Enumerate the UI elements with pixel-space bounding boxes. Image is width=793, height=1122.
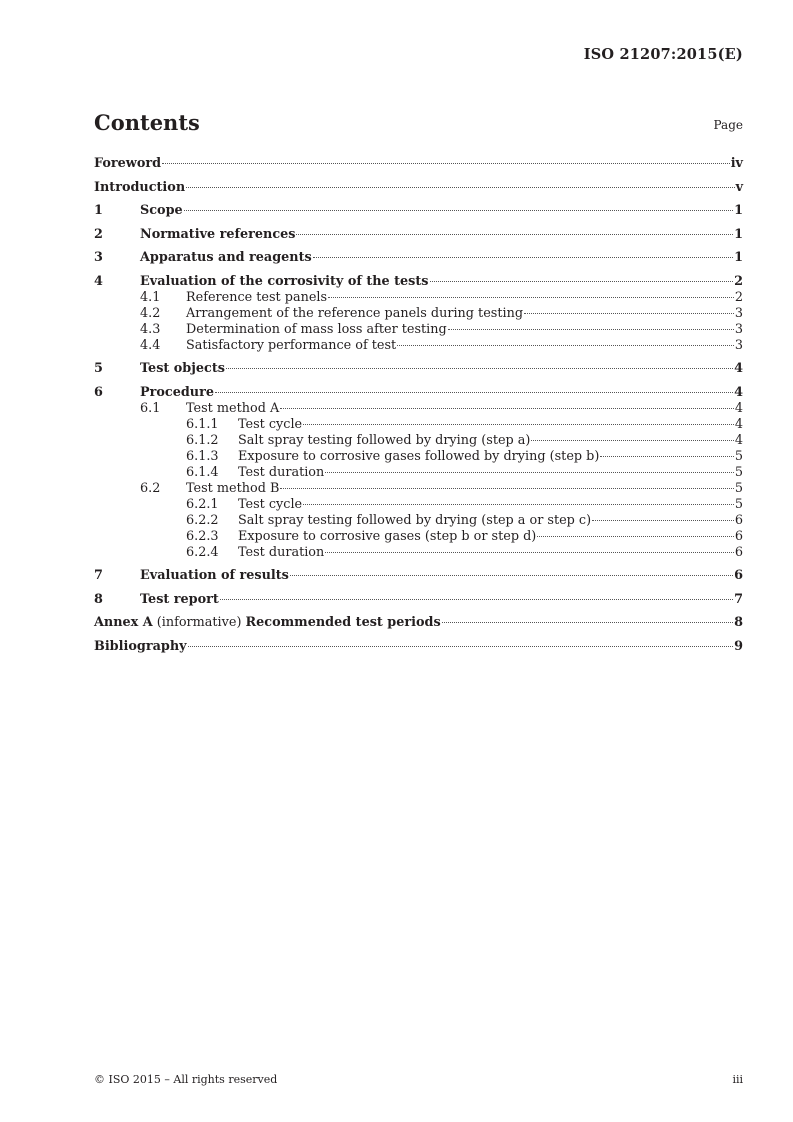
toc-entry-title: Exposure to corrosive gases (step b or step d) xyxy=(238,528,537,544)
toc-entry-number: 1 xyxy=(94,203,103,218)
toc-entry-page: 8 xyxy=(734,615,743,630)
dot-leader xyxy=(448,329,734,330)
toc-entry[interactable] xyxy=(94,545,743,561)
toc-entry[interactable] xyxy=(94,639,743,655)
toc-entry-number: 6.2.4 xyxy=(186,544,219,560)
toc-entry[interactable] xyxy=(94,250,743,266)
toc-entry[interactable] xyxy=(94,322,743,338)
annex-type: (informative) xyxy=(152,615,246,630)
dot-leader xyxy=(296,234,733,235)
toc-entry-title: Reference test panels xyxy=(186,289,328,305)
dot-leader xyxy=(162,163,730,164)
toc-entry-title: Foreword xyxy=(94,156,162,171)
dot-leader xyxy=(325,472,734,473)
toc-entry-title: Test duration xyxy=(238,544,325,560)
toc-entry[interactable] xyxy=(94,274,743,290)
toc-entry-title: Test cycle xyxy=(238,496,303,512)
annex-title: Recommended test periods xyxy=(245,615,441,630)
toc-entry-page: 1 xyxy=(734,226,743,242)
toc-entry-title xyxy=(94,615,441,631)
toc-entry-number: 6.1.3 xyxy=(186,448,219,464)
page-number: iii xyxy=(732,1073,743,1086)
toc-entry[interactable] xyxy=(94,338,743,354)
dot-leader xyxy=(280,488,733,489)
toc-entry-title: Test report xyxy=(140,591,219,607)
toc-entry-page: 2 xyxy=(734,289,743,305)
dot-leader xyxy=(442,622,733,623)
toc-entry-page: 6 xyxy=(734,528,743,544)
toc-entry-title: Test method A xyxy=(186,400,280,416)
toc-entry-number: 4.4 xyxy=(140,337,161,353)
toc-entry[interactable] xyxy=(94,401,743,417)
toc-entry[interactable] xyxy=(94,290,743,306)
dot-leader xyxy=(524,313,734,314)
toc-entry[interactable] xyxy=(94,361,743,377)
dot-leader xyxy=(290,575,733,576)
toc-entry[interactable] xyxy=(94,417,743,433)
toc-entry[interactable] xyxy=(94,180,743,196)
toc-entry-page: 4 xyxy=(734,384,743,400)
toc-entry-page: 2 xyxy=(734,273,743,289)
toc-entry-page: 5 xyxy=(734,464,743,480)
toc-entry[interactable] xyxy=(94,481,743,497)
toc-entry-page: 7 xyxy=(734,591,743,607)
toc-entry-number: 6.2.3 xyxy=(186,528,219,544)
toc-entry-number: 4.3 xyxy=(140,321,161,337)
dot-leader xyxy=(303,424,734,425)
toc-entry[interactable] xyxy=(94,465,743,481)
toc-entry-number: 8 xyxy=(94,591,103,607)
dot-leader xyxy=(537,536,734,537)
toc-entry[interactable] xyxy=(94,529,743,545)
dot-leader xyxy=(430,281,734,282)
toc-entry-page: 4 xyxy=(734,400,743,416)
toc-entry-title: Evaluation of the corrosivity of the tests xyxy=(140,273,429,289)
toc-entry[interactable] xyxy=(94,156,743,172)
toc-entry[interactable] xyxy=(94,385,743,401)
dot-leader xyxy=(188,646,734,647)
dot-leader xyxy=(397,345,734,346)
toc-entry-title: Test cycle xyxy=(238,416,303,432)
dot-leader xyxy=(600,456,734,457)
toc-entry-page: 1 xyxy=(734,250,743,265)
toc-entry-page: 4 xyxy=(734,361,743,376)
toc-entry[interactable] xyxy=(94,497,743,513)
toc-entry-page: 5 xyxy=(734,496,743,512)
toc-entry-number: 4.1 xyxy=(140,289,161,305)
toc-entry-page: 5 xyxy=(734,480,743,496)
table-of-contents xyxy=(94,156,743,655)
dot-leader xyxy=(303,504,734,505)
toc-entry-page: 3 xyxy=(734,305,743,321)
toc-entry-page: 5 xyxy=(734,448,743,464)
toc-entry-page: v xyxy=(735,179,743,195)
dot-leader xyxy=(215,392,733,393)
toc-entry-title: Apparatus and reagents xyxy=(140,250,312,265)
toc-entry-page: iv xyxy=(730,156,743,171)
document-id: ISO 21207:2015(E) xyxy=(583,46,743,63)
toc-entry-number: 2 xyxy=(94,226,103,242)
toc-entry-title: Salt spray testing followed by drying (step a or step c) xyxy=(238,512,592,528)
toc-entry-page: 9 xyxy=(734,638,743,654)
toc-entry-title: Arrangement of the reference panels during testing xyxy=(186,305,524,321)
toc-entry[interactable] xyxy=(94,568,743,584)
toc-entry[interactable] xyxy=(94,433,743,449)
toc-entry-page: 6 xyxy=(734,544,743,560)
toc-entry[interactable] xyxy=(94,306,743,322)
toc-entry[interactable] xyxy=(94,449,743,465)
toc-entry-page: 4 xyxy=(734,416,743,432)
toc-entry-title: Exposure to corrosive gases followed by drying (step b) xyxy=(238,448,600,464)
toc-entry-number: 5 xyxy=(94,361,103,376)
toc-entry-page: 6 xyxy=(734,568,743,583)
toc-entry-page: 1 xyxy=(734,203,743,218)
dot-leader xyxy=(325,552,734,553)
page-title: Contents xyxy=(94,110,200,135)
dot-leader xyxy=(592,520,734,521)
toc-entry-number: 6.1.4 xyxy=(186,464,219,480)
toc-entry-page: 6 xyxy=(734,512,743,528)
dot-leader xyxy=(226,368,733,369)
toc-entry-number: 6.2.1 xyxy=(186,496,219,512)
toc-entry-title: Determination of mass loss after testing xyxy=(186,321,447,337)
toc-entry-title: Salt spray testing followed by drying (step a) xyxy=(238,432,531,448)
dot-leader xyxy=(280,408,734,409)
toc-entry-title: Procedure xyxy=(140,384,214,400)
toc-entry-title: Bibliography xyxy=(94,638,187,654)
page-column-label: Page xyxy=(713,118,743,132)
toc-entry-number: 6.2.2 xyxy=(186,512,219,528)
annex-label: Annex A xyxy=(94,615,153,630)
dot-leader xyxy=(220,599,733,600)
toc-entry-number: 7 xyxy=(94,568,103,583)
toc-entry-page: 3 xyxy=(734,321,743,337)
toc-entry-number: 4.2 xyxy=(140,305,161,321)
toc-entry-title: Introduction xyxy=(94,179,186,195)
toc-entry-number: 6.1.2 xyxy=(186,432,219,448)
toc-entry-number: 6.1 xyxy=(140,400,161,416)
dot-leader xyxy=(328,297,734,298)
toc-entry-page: 3 xyxy=(734,337,743,353)
dot-leader xyxy=(313,257,733,258)
toc-entry-page: 4 xyxy=(734,432,743,448)
toc-entry[interactable] xyxy=(94,513,743,529)
copyright-notice: © ISO 2015 – All rights reserved xyxy=(94,1073,278,1086)
toc-entry-title: Evaluation of results xyxy=(140,568,289,583)
toc-entry-number: 3 xyxy=(94,250,103,265)
toc-entry-title: Test method B xyxy=(186,480,280,496)
toc-entry-title: Normative references xyxy=(140,226,296,242)
toc-entry-number: 6 xyxy=(94,384,103,400)
toc-entry[interactable] xyxy=(94,615,743,631)
dot-leader xyxy=(531,440,733,441)
dot-leader xyxy=(184,210,733,211)
toc-entry-number: 4 xyxy=(94,273,103,289)
toc-entry-title: Test objects xyxy=(140,361,225,376)
toc-entry[interactable] xyxy=(94,227,743,243)
toc-entry-title: Test duration xyxy=(238,464,325,480)
dot-leader xyxy=(186,187,734,188)
toc-entry-title: Scope xyxy=(140,203,183,218)
toc-entry-title: Satisfactory performance of test xyxy=(186,337,397,353)
toc-entry-number: 6.1.1 xyxy=(186,416,219,432)
toc-entry-number: 6.2 xyxy=(140,480,161,496)
toc-entry[interactable] xyxy=(94,203,743,219)
toc-entry[interactable] xyxy=(94,592,743,608)
